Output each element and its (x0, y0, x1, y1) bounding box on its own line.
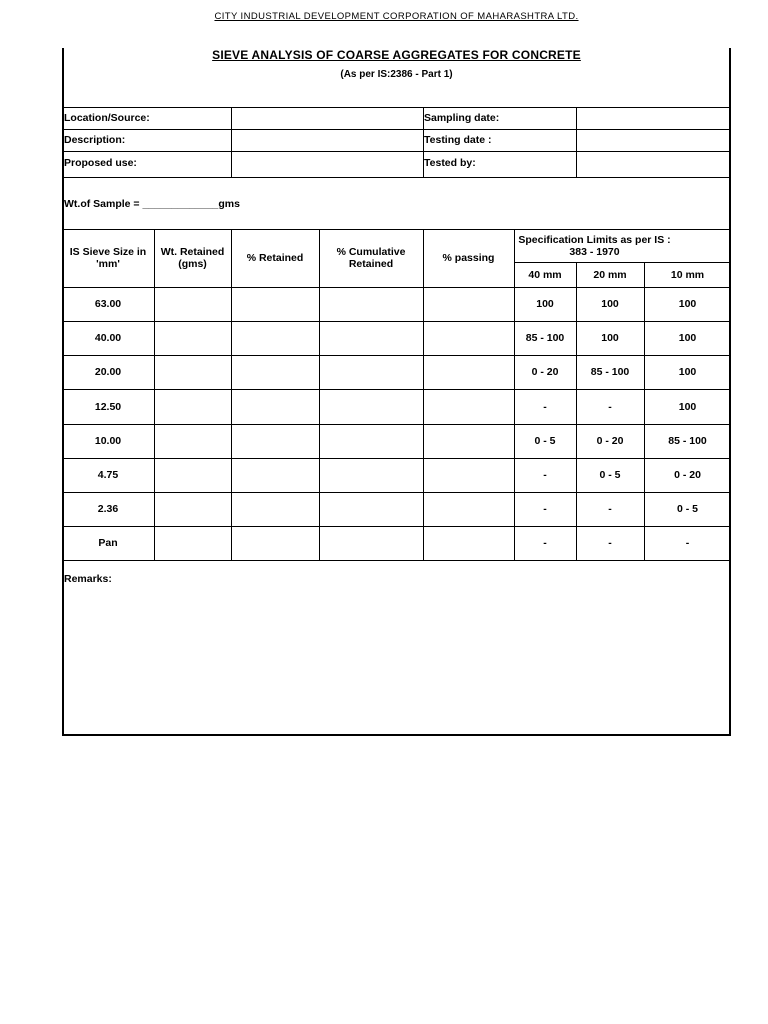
header-pct-retained: % Retained (246, 252, 304, 264)
proposed-use-label: Proposed use: (64, 157, 137, 169)
table-bottom-rule (62, 560, 731, 561)
header-spec-20mm: 20 mm (593, 268, 627, 281)
row-sieve-size: 2.36 (97, 503, 119, 515)
info-divider-3 (576, 107, 577, 177)
info-rule-2 (62, 151, 731, 152)
sample-weight-label: Wt.of Sample = _____________gms (64, 198, 240, 210)
row-spec-40mm: - (543, 400, 547, 413)
organization-name: CITY INDUSTRIAL DEVELOPMENT CORPORATION OF MAHARASHTRA LTD. (214, 11, 579, 22)
row-spec-10mm: 100 (678, 298, 697, 310)
row-spec-20mm: 0 - 20 (596, 435, 624, 447)
row-sieve-size: 40.00 (94, 332, 122, 344)
description-label: Description: (64, 134, 126, 146)
header-spec-limits: Specification Limits as per IS : 383 - 1970 (518, 233, 671, 258)
row-spec-40mm: - (543, 537, 547, 549)
form-title: SIEVE ANALYSIS OF COARSE AGGREGATES FOR CONCRETE (212, 48, 581, 62)
row-spec-40mm: 0 - 20 (531, 366, 559, 378)
sampling-date-label: Sampling date: (424, 112, 500, 124)
row-spec-10mm: 100 (678, 366, 697, 378)
row-spec-20mm: 0 - 5 (599, 469, 621, 481)
row-spec-20mm: 100 (601, 332, 619, 344)
header-spec-10mm: 10 mm (670, 268, 705, 281)
row-sieve-size: 10.00 (94, 435, 122, 447)
row-spec-40mm: 0 - 5 (534, 435, 556, 447)
header-passing: % passing (442, 252, 495, 264)
row-sieve-size: 12.50 (94, 400, 122, 413)
row-spec-10mm: - (685, 537, 690, 549)
row-sieve-size: 4.75 (97, 469, 119, 481)
info-rule-1 (62, 129, 731, 130)
tested-by-label: Tested by: (424, 157, 476, 169)
remarks-label: Remarks: (64, 573, 112, 585)
row-spec-10mm: 100 (678, 332, 697, 344)
row-spec-10mm: 0 - 20 (674, 469, 701, 481)
row-sieve-size: Pan (98, 537, 118, 549)
row-spec-40mm: 100 (536, 298, 554, 310)
form-subtitle: (As per IS:2386 - Part 1) (340, 69, 453, 80)
header-sieve-size: IS Sieve Size in 'mm' (69, 246, 147, 270)
row-spec-20mm: - (608, 537, 612, 549)
row-spec-40mm: 85 - 100 (525, 332, 565, 344)
row-spec-10mm: 85 - 100 (668, 435, 707, 447)
header-spec-40mm: 40 mm (528, 268, 562, 281)
testing-date-label: Testing date : (424, 134, 492, 146)
row-spec-40mm: - (543, 503, 547, 515)
row-sieve-size: 20.00 (94, 366, 122, 378)
row-spec-20mm: 85 - 100 (590, 366, 630, 378)
row-spec-20mm: - (608, 503, 612, 515)
row-spec-40mm: - (543, 469, 547, 481)
location-source-label: Location/Source: (64, 112, 150, 124)
info-bottom-rule (62, 177, 731, 178)
header-wt-retained: Wt. Retained (gms) (160, 246, 225, 270)
row-sieve-size: 63.00 (94, 298, 122, 310)
info-divider-1 (231, 107, 232, 177)
info-top-rule (62, 107, 731, 108)
row-spec-20mm: - (608, 400, 612, 413)
header-cumulative-retained: % Cumulative Retained (336, 246, 406, 270)
row-spec-10mm: 100 (678, 400, 697, 413)
row-spec-20mm: 100 (601, 298, 619, 310)
row-spec-10mm: 0 - 5 (676, 503, 698, 515)
